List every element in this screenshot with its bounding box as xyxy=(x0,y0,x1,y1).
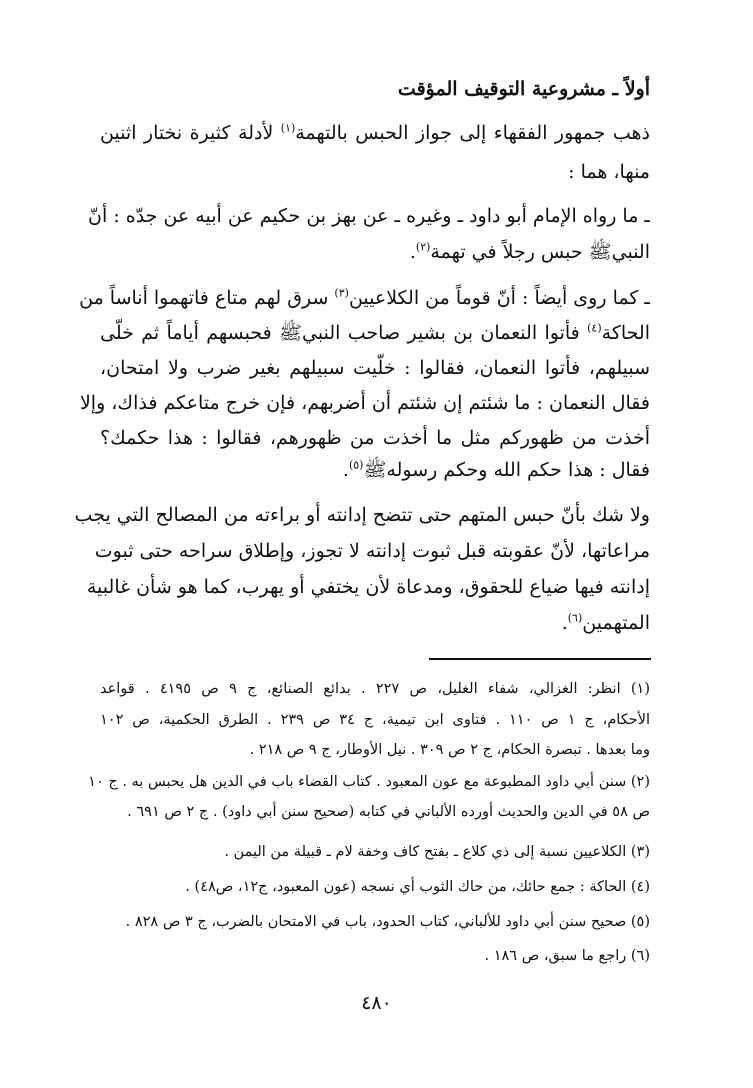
section-heading: أولاً ـ مشروعية التوقيف المؤقت xyxy=(397,78,650,100)
paragraph-line xyxy=(100,608,650,638)
text-run: ذهب جمهور الفقهاء إلى جواز الحبس بالتهمة xyxy=(295,122,650,144)
text-run: (٤) الحاكة : جمع حائك، من حاك الثوب أي نسجه (عون المعبود، ج١٢، ص٤٨) . xyxy=(185,879,650,895)
footnote-line xyxy=(100,738,650,762)
text-run: . xyxy=(342,459,349,481)
text-run: فأتوا النعمان بن بشير صاحب النبيﷺ فحبسهم أياماً ثم خلّى xyxy=(100,322,588,344)
text-run: الأحكام، ج ١ ص ١١٠ . فتاوى ابن تيمية، ج ٣٤ ص ٢٣٩ . الطرق الحكمية، ص ١٠٢ xyxy=(100,712,650,728)
footnote-divider xyxy=(429,658,651,660)
paragraph-line xyxy=(100,423,650,453)
text-run: الحاكة xyxy=(601,322,650,344)
paragraph-line xyxy=(100,237,650,267)
text-run: ـ ما رواه الإمام أبو داود ـ وغيره ـ عن بهز بن حكيم عن أبيه عن جدّه : أنّ xyxy=(88,205,650,227)
footnote-line xyxy=(88,770,650,794)
paragraph-line xyxy=(86,572,650,602)
footnote-line xyxy=(100,910,650,934)
footnote-ref[interactable]: (٣) xyxy=(334,286,349,300)
footnote-ref[interactable]: (١) xyxy=(280,121,296,135)
text-run: ـ كما روى أيضاً : أنّ قوماً من الكلاعيين xyxy=(348,287,650,309)
text-run: (٣) الكلاعيين نسبة إلى ذي كلاع ـ بفتح كاف وخفة لام ـ قبيلة من اليمن . xyxy=(224,844,650,860)
paragraph-line xyxy=(100,318,650,348)
footnote-line xyxy=(100,875,650,899)
footnote-ref[interactable]: (٢) xyxy=(415,240,431,254)
text-run: مراعاتها، لأنّ عقوبته قبل ثبوت إدانته لا تجوز، وإطلاق سراحه حتى ثبوت xyxy=(94,540,650,562)
footnote-ref[interactable]: (٥) xyxy=(348,458,364,472)
paragraph-line xyxy=(94,536,650,566)
text-run: أخذت من ظهوركم مثل ما أخذت من ظهورهم، فقالوا : هذا حكمك؟ xyxy=(100,427,650,449)
paragraph-line xyxy=(79,388,650,418)
footnote-line xyxy=(100,677,650,701)
paragraph-line xyxy=(79,283,650,313)
paragraph-line xyxy=(74,500,650,530)
text-run: المتهمين xyxy=(582,612,650,634)
footnote-line xyxy=(100,840,650,864)
footnote-line xyxy=(100,800,650,824)
paragraph-line xyxy=(100,353,650,383)
paragraph-line xyxy=(100,118,650,148)
paragraph-line xyxy=(100,455,650,485)
text-run: (٦) راجع ما سبق، ص ١٨٦ . xyxy=(484,948,650,964)
paragraph-line xyxy=(88,201,650,231)
text-run: (١) انظر: الغزالي، شفاء الغليل، ص ٢٢٧ . بدائع الصنائع، ج ٩ ص ٤١٩٥ . قواعد xyxy=(100,681,651,697)
text-run: لأدلة كثيرة نختار اثنين xyxy=(100,122,281,144)
page-number: ٤٨٠ xyxy=(361,992,392,1014)
text-run: منها، هما : xyxy=(568,161,650,183)
text-run: سرق لهم متاع فاتهموا أناساً من xyxy=(79,287,335,309)
text-run: (٥) صحيح سنن أبي داود للألباني، كتاب الحدود، باب في الامتحان بالضرب، ج ٣ ص ٨٢٨ . xyxy=(125,914,650,930)
footnote-ref[interactable]: (٦) xyxy=(567,611,583,625)
text-run: . xyxy=(561,612,568,634)
text-run: وما بعدها . تبصرة الحكام، ج ٢ ص ٣٠٩ . نيل الأوطار، ج ٩ ص ٢١٨ . xyxy=(249,742,650,758)
paragraph-line xyxy=(100,157,650,187)
text-run: (٢) سنن أبي داود المطبوعة مع عون المعبود . كتاب القضاء باب في الدين هل يحبس به . ج ١٠ xyxy=(88,774,650,790)
text-run: . xyxy=(409,241,416,263)
text-run: ص ٥٨ في الدين والحديث أورده الألباني في كتابه (صحيح سنن أبي داود) . ج ٢ ص ٦٩١ . xyxy=(127,804,650,820)
footnote-ref[interactable]: (٤) xyxy=(587,321,602,335)
text-run: النبيﷺ حبس رجلاً في تهمة xyxy=(430,241,650,263)
text-run: فقال النعمان : ما شئتم إن شئتم أن أضربهم، فإن خرج متاعكم فذاك، وإلا xyxy=(79,392,650,414)
footnote-line xyxy=(100,708,650,732)
text-run: سبيلهم، فأتوا النعمان، فقالوا : خلّيت سبيلهم بغير ضرب ولا امتحان، xyxy=(100,357,650,379)
footnote-line xyxy=(100,944,650,968)
text-run: ولا شك بأنّ حبس المتهم حتى تتضح إدانته أو براءته من المصالح التي يجب xyxy=(74,504,650,526)
text-run: إدانته فيها ضياع للحقوق، ومدعاة لأن يختفي أو يهرب، كما هو شأن غالبية xyxy=(86,576,650,598)
text-run: فقال : هذا حكم الله وحكم رسولهﷺ xyxy=(363,459,650,481)
